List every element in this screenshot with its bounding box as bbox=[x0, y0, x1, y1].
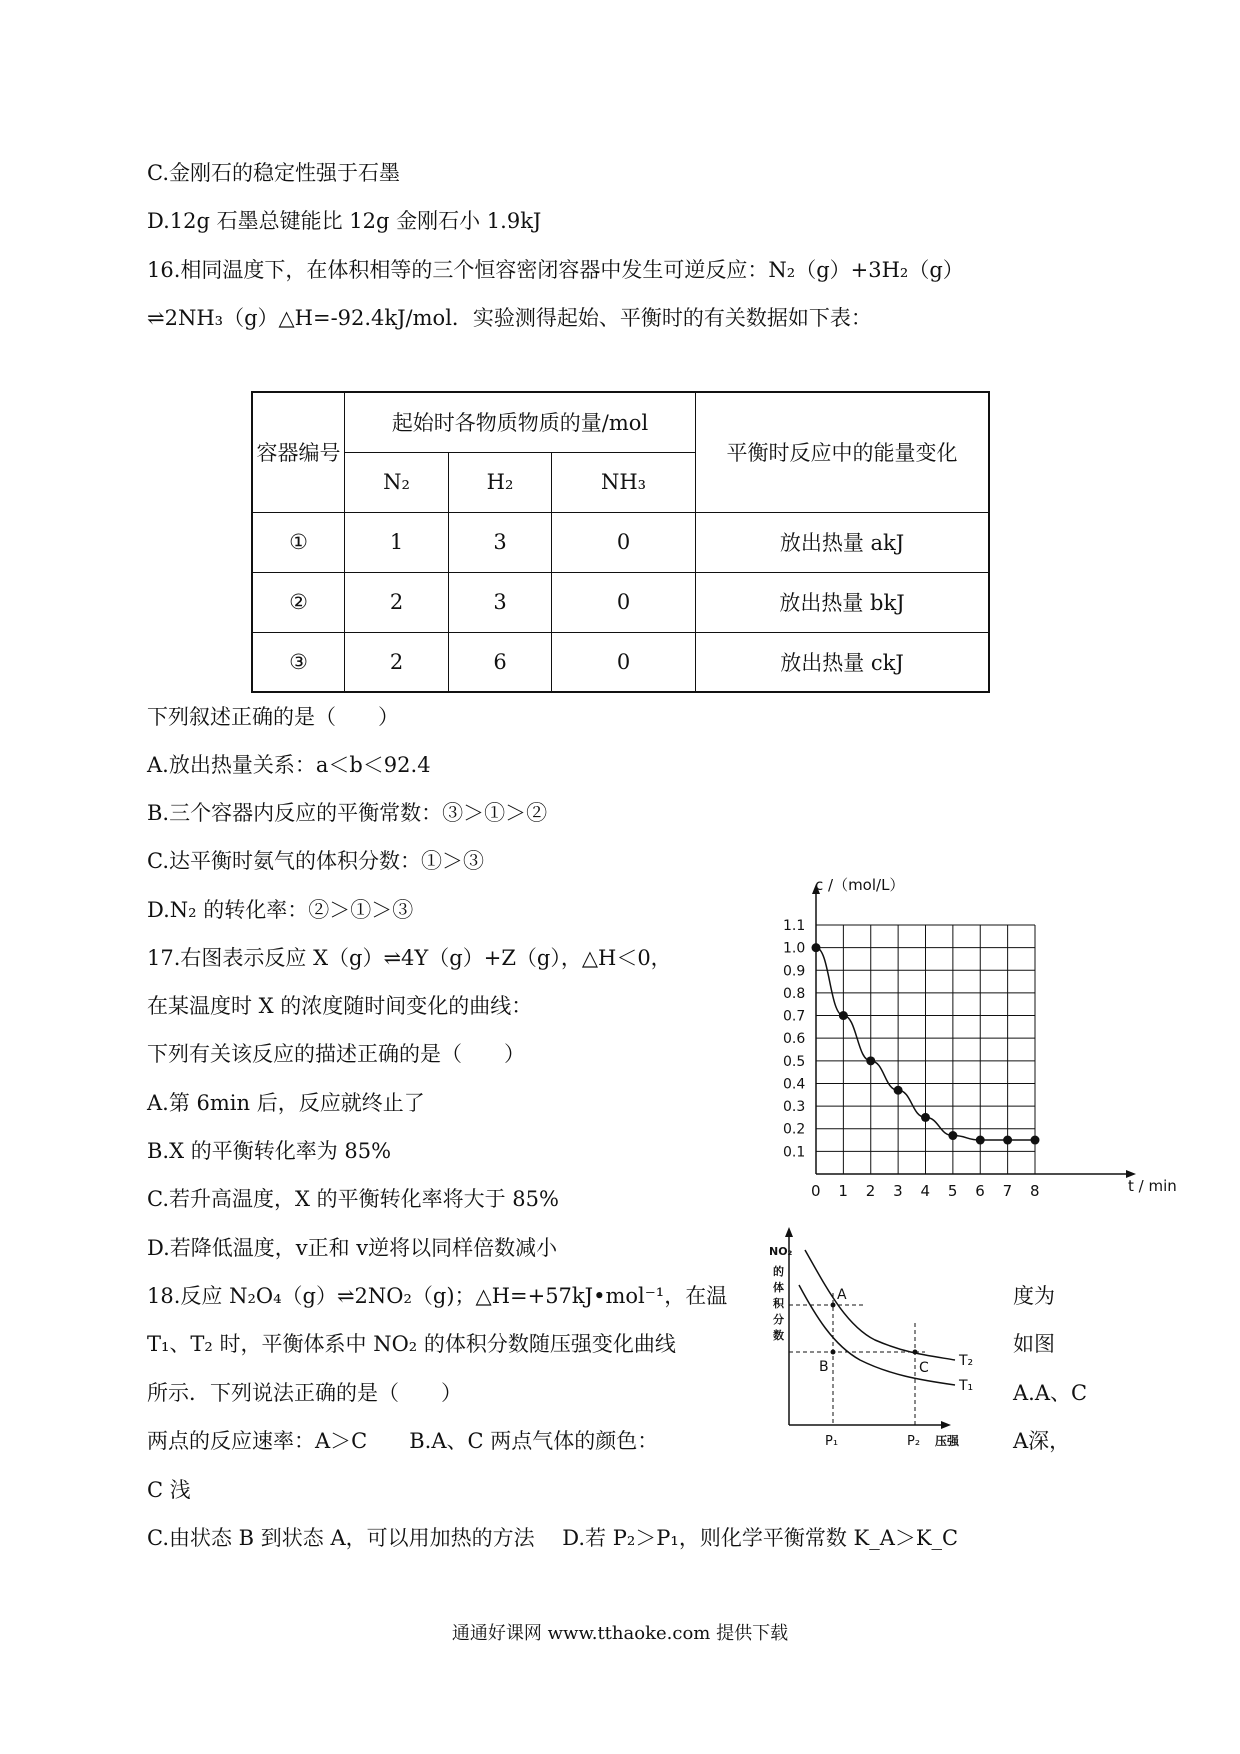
q17-option-d: D.若降低温度，v正和 v逆将以同样倍数减小 bbox=[147, 1236, 558, 1260]
q18-stem-2: T₁、T₂ 时，平衡体系中 NO₂ 的体积分数随压强变化曲线 bbox=[147, 1332, 676, 1356]
data-point bbox=[921, 1113, 930, 1122]
table-subheader-nh3: NH₃ bbox=[552, 452, 696, 512]
x-tick-label: 0 bbox=[811, 1182, 821, 1200]
y-axis-arrow-icon bbox=[785, 1227, 793, 1237]
q17-stem-2: 在某温度时 X 的浓度随时间变化的曲线： bbox=[147, 994, 533, 1018]
q16-option-a: A.放出热量关系：a＜b＜92.4 bbox=[147, 753, 431, 777]
chart-ylabel: NO₂ 的 体 积 分 数 bbox=[769, 1245, 793, 1342]
table-cell-energy: 放出热量 akJ bbox=[696, 512, 990, 572]
table-cell-h2: 6 bbox=[449, 632, 552, 692]
point-a bbox=[831, 1303, 836, 1308]
tick-p1: P₁ bbox=[825, 1434, 839, 1449]
table-subheader-h2: H₂ bbox=[449, 452, 552, 512]
x-tick-label: 6 bbox=[975, 1182, 985, 1200]
table-cell-h2: 3 bbox=[449, 572, 552, 632]
table-cell-n2: 2 bbox=[345, 572, 449, 632]
y-tick-label: 1.0 bbox=[783, 940, 806, 957]
data-point bbox=[948, 1131, 957, 1140]
q18-stem-1: 18.反应 N₂O₄（g）⇌2NO₂（g)；△H=+57kJ•mol⁻¹，在温 bbox=[147, 1284, 728, 1308]
y-tick-label: 0.5 bbox=[783, 1053, 806, 1070]
y-tick-label: 0.7 bbox=[783, 1008, 806, 1025]
q18-option-b-end: C 浅 bbox=[147, 1478, 191, 1502]
page-footer: 通通好课网 www.tthaoke.com 提供下载 bbox=[451, 1623, 789, 1644]
q16-table bbox=[251, 391, 990, 693]
y-tick-label: 0.2 bbox=[783, 1121, 806, 1138]
data-point bbox=[1003, 1136, 1012, 1145]
table-subheader-n2: N₂ bbox=[345, 452, 449, 512]
y-tick-label: 1.1 bbox=[783, 918, 806, 934]
q15-option-c: C.金刚石的稳定性强于石墨 bbox=[147, 161, 400, 185]
table-cell-nh3: 0 bbox=[552, 512, 696, 572]
label-t2: T₂ bbox=[959, 1353, 974, 1369]
y-tick-label: 0.3 bbox=[783, 1099, 806, 1116]
table-cell-nh3: 0 bbox=[552, 632, 696, 692]
x-tick-label: 4 bbox=[920, 1182, 931, 1200]
y-tick-label: 0.6 bbox=[783, 1031, 806, 1048]
table-cell-energy: 放出热量 ckJ bbox=[696, 632, 990, 692]
label-b: B bbox=[819, 1359, 829, 1375]
point-c bbox=[913, 1350, 918, 1355]
chart-grid bbox=[816, 925, 1035, 1174]
x-tick-label: 1 bbox=[838, 1182, 848, 1200]
data-point bbox=[866, 1056, 875, 1065]
table-cell-id: ③ bbox=[252, 632, 345, 692]
data-point bbox=[894, 1086, 903, 1095]
table-cell-n2: 1 bbox=[345, 512, 449, 572]
q18-option-cd: C.由状态 B 到状态 A，可以用加热的方法 D.若 P₂＞P₁，则化学平衡常数 K_A＞K_C bbox=[147, 1526, 959, 1550]
q16-option-c: C.达平衡时氨气的体积分数：①＞③ bbox=[147, 849, 484, 873]
q18-option-b-right: A深， bbox=[1013, 1429, 1071, 1453]
table-header-energy: 平衡时反应中的能量变化 bbox=[696, 392, 990, 512]
table-cell-nh3: 0 bbox=[552, 572, 696, 632]
x-tick-label: 8 bbox=[1030, 1182, 1040, 1200]
table-row bbox=[252, 572, 989, 632]
point-b bbox=[831, 1350, 836, 1355]
data-point bbox=[812, 943, 821, 952]
table-row bbox=[252, 512, 989, 572]
x-tick-label: 2 bbox=[865, 1182, 876, 1200]
q15-option-d: D.12g 石墨总键能比 12g 金刚石小 1.9kJ bbox=[147, 209, 542, 233]
q18-option-a-start: A.A、C bbox=[1013, 1381, 1088, 1405]
q16-stem-1: 16.相同温度下，在体积相等的三个恒容密闭容器中发生可逆反应：N₂（g）+3H₂（g） bbox=[147, 258, 964, 282]
chart-xlabel: t / min bbox=[1128, 1177, 1177, 1195]
q17-question: 下列有关该反应的描述正确的是（ ） bbox=[147, 1042, 525, 1066]
q17-option-c: C.若升高温度，X 的平衡转化率将大于 85% bbox=[147, 1187, 559, 1211]
q18-question: 所示．下列说法正确的是（ ） bbox=[147, 1381, 462, 1405]
y-tick-label: 0.9 bbox=[783, 963, 806, 980]
q18-stem-1-right: 度为 bbox=[1013, 1284, 1055, 1308]
table-cell-id: ① bbox=[252, 512, 345, 572]
table-cell-energy: 放出热量 bkJ bbox=[696, 572, 990, 632]
q17-option-b: B.X 的平衡转化率为 85% bbox=[147, 1139, 392, 1163]
chart-xlabel: 压强 bbox=[935, 1434, 960, 1448]
y-tick-label: 0.4 bbox=[783, 1076, 806, 1093]
data-point bbox=[1031, 1136, 1040, 1145]
y-tick-label: 0.1 bbox=[783, 1144, 806, 1161]
chart-ylabel: c /（mol/L） bbox=[815, 876, 905, 894]
table-cell-id: ② bbox=[252, 572, 345, 632]
table-header-container: 容器编号 bbox=[252, 392, 345, 512]
y-tick-label: 0.8 bbox=[783, 985, 806, 1002]
table-row bbox=[252, 632, 989, 692]
table-header-initial-amount: 起始时各物质物质的量/mol bbox=[345, 392, 696, 452]
x-tick-label: 7 bbox=[1002, 1182, 1013, 1200]
q16-option-d: D.N₂ 的转化率：②＞①＞③ bbox=[147, 898, 414, 922]
q16-question: 下列叙述正确的是（ ） bbox=[147, 705, 399, 729]
table-cell-n2: 2 bbox=[345, 632, 449, 692]
x-tick-label: 3 bbox=[893, 1182, 903, 1200]
label-a: A bbox=[837, 1287, 847, 1303]
x-axis-arrow-icon bbox=[941, 1421, 951, 1429]
q17-stem-1: 17.右图表示反应 X（g）⇌4Y（g）+Z（g），△H＜0， bbox=[147, 946, 672, 970]
concentration-time-chart bbox=[760, 870, 1177, 1210]
chart-tick-labels bbox=[783, 918, 1040, 1200]
no2-pressure-chart bbox=[765, 1225, 1005, 1455]
label-t1: T₁ bbox=[959, 1378, 974, 1394]
data-point bbox=[976, 1136, 985, 1145]
tick-p2: P₂ bbox=[907, 1434, 921, 1449]
q16-stem-2: ⇌2NH₃（g）△H=-92.4kJ/mol．实验测得起始、平衡时的有关数据如下表： bbox=[147, 306, 872, 330]
chart-axes bbox=[812, 884, 1136, 1178]
q16-option-b: B.三个容器内反应的平衡常数：③＞①＞② bbox=[147, 801, 548, 825]
table-cell-h2: 3 bbox=[449, 512, 552, 572]
x-tick-label: 5 bbox=[947, 1182, 958, 1200]
q17-option-a: A.第 6min 后，反应就终止了 bbox=[147, 1091, 425, 1115]
q18-stem-2-right: 如图 bbox=[1013, 1332, 1055, 1356]
data-point bbox=[839, 1011, 848, 1020]
q18-option-ab: 两点的反应速率：A＞C B.A、C 两点气体的颜色： bbox=[147, 1429, 659, 1453]
label-c: C bbox=[919, 1360, 929, 1376]
